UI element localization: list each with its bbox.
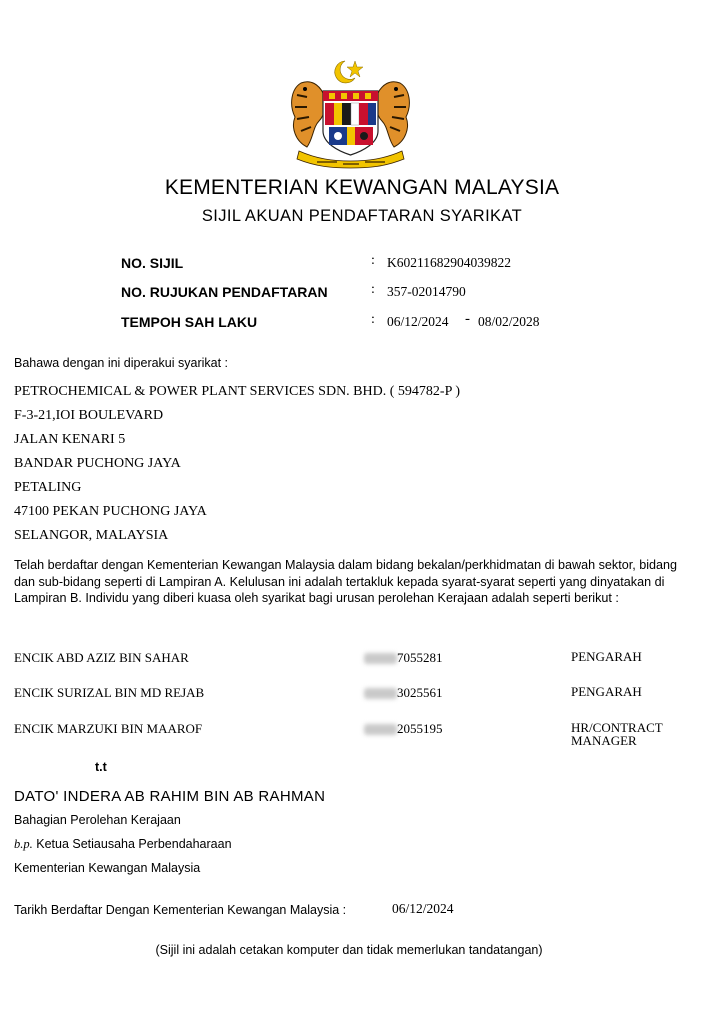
validity-end-date: 08/02/2028: [478, 314, 540, 329]
certificate-number-label: NO. SIJIL: [121, 255, 184, 271]
certificate-number-colon: :: [371, 253, 375, 268]
registration-reference-value: 357-02014790: [387, 284, 466, 299]
redacted-id-blur: [364, 653, 397, 664]
registration-paragraph: [14, 557, 714, 607]
person-name: ENCIK MARZUKI BIN MAAROF: [14, 721, 203, 736]
person-role: PENGARAH: [571, 684, 642, 699]
registration-date-value: 06/12/2024: [392, 901, 454, 916]
person-name: ENCIK ABD AZIZ BIN SAHAR: [14, 650, 189, 665]
address-line: SELANGOR, MALAYSIA: [14, 528, 169, 543]
certificate-title: SIJIL AKUAN PENDAFTARAN SYARIKAT: [201, 207, 523, 225]
address-line: BANDAR PUCHONG JAYA: [14, 456, 181, 471]
validity-start-date: 06/12/2024: [387, 314, 449, 329]
ministry-title: KEMENTERIAN KEWANGAN MALAYSIA: [164, 176, 560, 199]
validity-period-label: TEMPOH SAH LAKU: [121, 314, 258, 330]
company-name: PETROCHEMICAL & POWER PLANT SERVICES SDN. BHD. ( 594782-P ): [14, 384, 460, 399]
person-id: 2055195: [397, 721, 443, 736]
person-role: PENGARAH: [571, 649, 642, 664]
validity-period-colon: :: [371, 312, 375, 327]
person-role: HR/CONTRACT MANAGER: [571, 720, 663, 748]
paragraph-line: Telah berdaftar dengan Kementerian Kewangan Malaysia dalam bidang bekalan/perkhidmatan di bawah sektor, bidang: [14, 558, 678, 572]
validity-dash: -: [465, 311, 470, 327]
address-line: F-3-21,IOI BOULEVARD: [14, 408, 164, 423]
on-behalf-title: Ketua Setiausaha Perbendaharaan: [36, 837, 232, 851]
address-line: PETALING: [14, 480, 82, 495]
intro-text: Bahawa dengan ini diperakui syarikat :: [14, 356, 229, 370]
redacted-id-blur: [364, 724, 397, 735]
certificate-number-value: K60211682904039822: [387, 255, 511, 270]
tt-mark: t.t: [95, 760, 107, 774]
person-name: ENCIK SURIZAL BIN MD REJAB: [14, 685, 205, 700]
address-line: 47100 PEKAN PUCHONG JAYA: [14, 504, 207, 519]
computer-generated-note: (Sijil ini adalah cetakan komputer dan tidak memerlukan tandatangan): [155, 943, 543, 957]
person-id: 7055281: [397, 650, 443, 665]
person-id: 3025561: [397, 685, 443, 700]
signatory-name: DATO' INDERA AB RAHIM BIN AB RAHMAN: [14, 788, 326, 805]
registration-reference-colon: :: [371, 282, 375, 297]
paragraph-line: dan sub-bidang seperti di Lampiran A. Kelulusan ini adalah tertakluk kepada syarat-syarat seperti yang dinyatakan di: [14, 574, 665, 589]
on-behalf-line: [14, 837, 232, 852]
redacted-id-blur: [364, 688, 397, 699]
registration-reference-label: NO. RUJUKAN PENDAFTARAN: [121, 284, 328, 300]
bp-abbreviation: b.p.: [14, 837, 33, 851]
signatory-ministry: Kementerian Kewangan Malaysia: [14, 861, 201, 875]
registration-date-label: Tarikh Berdaftar Dengan Kementerian Kewangan Malaysia :: [14, 903, 347, 917]
signatory-division: Bahagian Perolehan Kerajaan: [14, 813, 181, 827]
address-line: JALAN KENARI 5: [14, 432, 126, 447]
paragraph-line: Lampiran B. Individu yang diberi kuasa oleh syarikat bagi urusan perolehan Kerajaan adalah seperti berikut :: [14, 591, 619, 605]
malaysia-coat-of-arms-icon: [283, 55, 418, 170]
